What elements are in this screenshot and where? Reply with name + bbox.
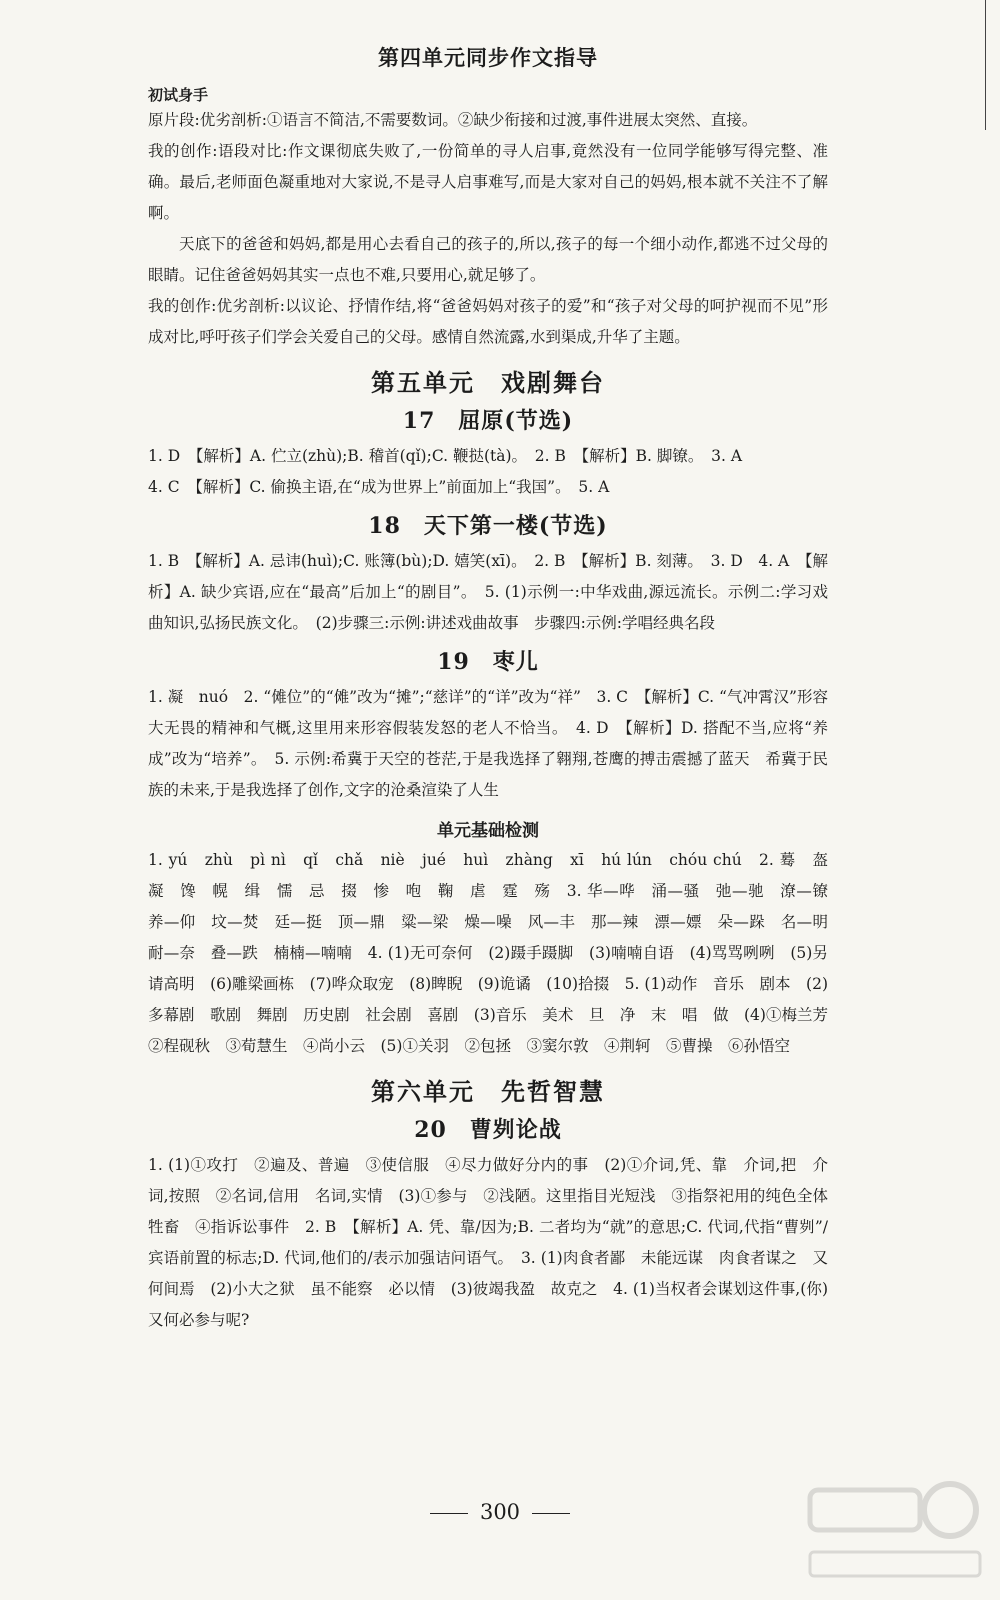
- s4-paragraph-4: 我的创作:优劣剖析:以议论、抒情作结,将“爸爸妈妈对孩子的爱”和“孩子对父母的呵护视而不见”形成对比,呼吁孩子们学会关爱自己的父母。感情自然流露,水到渠成,升华了主题。: [148, 297, 828, 346]
- section4-title: 第四单元同步作文指导: [378, 45, 598, 70]
- trial-label: 初试身手: [148, 86, 209, 104]
- s4-paragraph-3: 天底下的爸爸和妈妈,都是用心去看自己的孩子的,所以,孩子的每一个细小动作,都逃不过父母的眼睛。记住爸爸妈妈其实一点也不难,只要用心,就足够了。: [148, 235, 828, 284]
- lesson19-title: 19 枣儿: [437, 649, 539, 675]
- lesson18-title: 18 天下第一楼(节选): [368, 513, 608, 539]
- lesson20-answers: 1. (1)①攻打 ②遍及、普遍 ③使信服 ④尽力做好分内的事 (2)①介词,凭、靠 介词,把 介词,按照 ②名词,信用 名词,实情 (3)①参与 ②浅陋。这里指目光短浅 ③指祭祀用的纯色全体牲畜 ④指诉讼事件 2. B 【解析】A. 凭、靠/因为;B. 二者均为“就”的意思;C. 代词,代指“曹刿”/宾语前置的标志;D. 代词,他们的/表示加强诘问语气。 3. (1)肉食者鄙 未能远谋 肉食者谋之 又何间焉 (2)小大之狱 虽不能察 必以情 (3)彼竭我盈 故克之 4. (1)当权者会谋划这件事,(你)又何必参与呢?: [148, 1156, 828, 1329]
- lesson17-line-1: 1. D 【解析】A. 伫立(zhù);B. 稽首(qǐ);C. 鞭挞(tà)。 2. B 【解析】B. 脚镣。 3. A: [148, 447, 743, 465]
- lesson18-answers: 1. B 【解析】A. 忌讳(huì);C. 账簿(bù);D. 嬉笑(xī)。 2. B 【解析】B. 刻薄。 3. D 4. A 【解析】A. 缺少宾语,应在“最高”后加上“的剧目”。 5. (1)示例一:中华戏曲,源远流长。示例二:学习戏曲知识,弘扬民族文化。 (2)步骤三:示例:讲述戏曲故事 步骤四:示例:学唱经典名段: [148, 552, 828, 632]
- s4-paragraph-1: 原片段:优劣剖析:①语言不简洁,不需要数词。②缺少衔接和过渡,事件进展太突然、直接。: [148, 111, 758, 129]
- unit6-title: 第六单元 先哲智慧: [371, 1077, 605, 1106]
- unit5-title: 第五单元 戏剧舞台: [371, 368, 605, 397]
- unit-test-title: 单元基础检测: [437, 821, 539, 841]
- page-edge-line: [985, 0, 986, 130]
- s4-paragraph-2: 我的创作:语段对比:作文课彻底失败了,一份简单的寻人启事,竟然没有一位同学能够写得完整、准确。最后,老师面色凝重地对大家说,不是寻人启事难写,而是大家对自己的妈妈,根本就不关注不了解啊。: [148, 142, 828, 222]
- watermark-logo: [800, 1470, 990, 1590]
- unit-test-answers: 1. yú zhù pì nì qǐ chǎ niè jué huì zhàng xī hú lún chóu chú 2. 蓦 盔 凝 馋 幌 缉 懦 忌 掇 惨 咆 鞠 虐 霆 殇 3. 华—哗 涌—骚 弛—驰 潦—镣 养—仰 坟—焚 廷—挺 顶—鼎 粱—梁 燥—噪 风—丰 那—辣 漂—嫖 朵—跺 名—明 耐—奈 叠—跌 楠楠—喃喃 4. (1)无可奈何 (2)蹑手蹑脚 (3)喃喃自语 (4)骂骂咧咧 (5)另请高明 (6)雕梁画栋 (7)哗众取宠 (8)睥睨 (9)诡谲 (10)拾掇 5. (1)动作 音乐 剧本 (2)多幕剧 歌剧 舞剧 历史剧 社会剧 喜剧 (3)音乐 美术 旦 净 末 唱 做 (4)①梅兰芳 ②程砚秋 ③荀慧生 ④尚小云 (5)①关羽 ②包拯 ③窦尔敦 ④荆轲 ⑤曹操 ⑥孙悟空: [148, 851, 844, 1055]
- lesson20-title: 20 曹刿论战: [414, 1117, 562, 1143]
- page-content: [148, 42, 844, 1336]
- lesson17-title: 17 屈原(节选): [402, 408, 574, 434]
- page-number-right-dash: [532, 1513, 570, 1514]
- page-number-left-dash: [430, 1513, 468, 1514]
- page-number-value: 300: [479, 1500, 521, 1524]
- lesson19-answers: 1. 凝 nuó 2. “傩位”的“傩”改为“摊”;“慈详”的“详”改为“祥” 3. C 【解析】C. “气冲霄汉”形容大无畏的精神和气概,这里用来形容假装发怒的老人不恰当。 4. D 【解析】D. 搭配不当,应将“养成”改为“培养”。 5. 示例:希冀于天空的苍茫,于是我选择了翱翔,苍鹰的搏击震撼了蓝天 希冀于民族的未来,于是我选择了创作,文字的沧桑渲染了人生: [148, 688, 828, 799]
- lesson17-line-2: 4. C 【解析】C. 偷换主语,在“成为世界上”前面加上“我国”。 5. A: [148, 478, 610, 496]
